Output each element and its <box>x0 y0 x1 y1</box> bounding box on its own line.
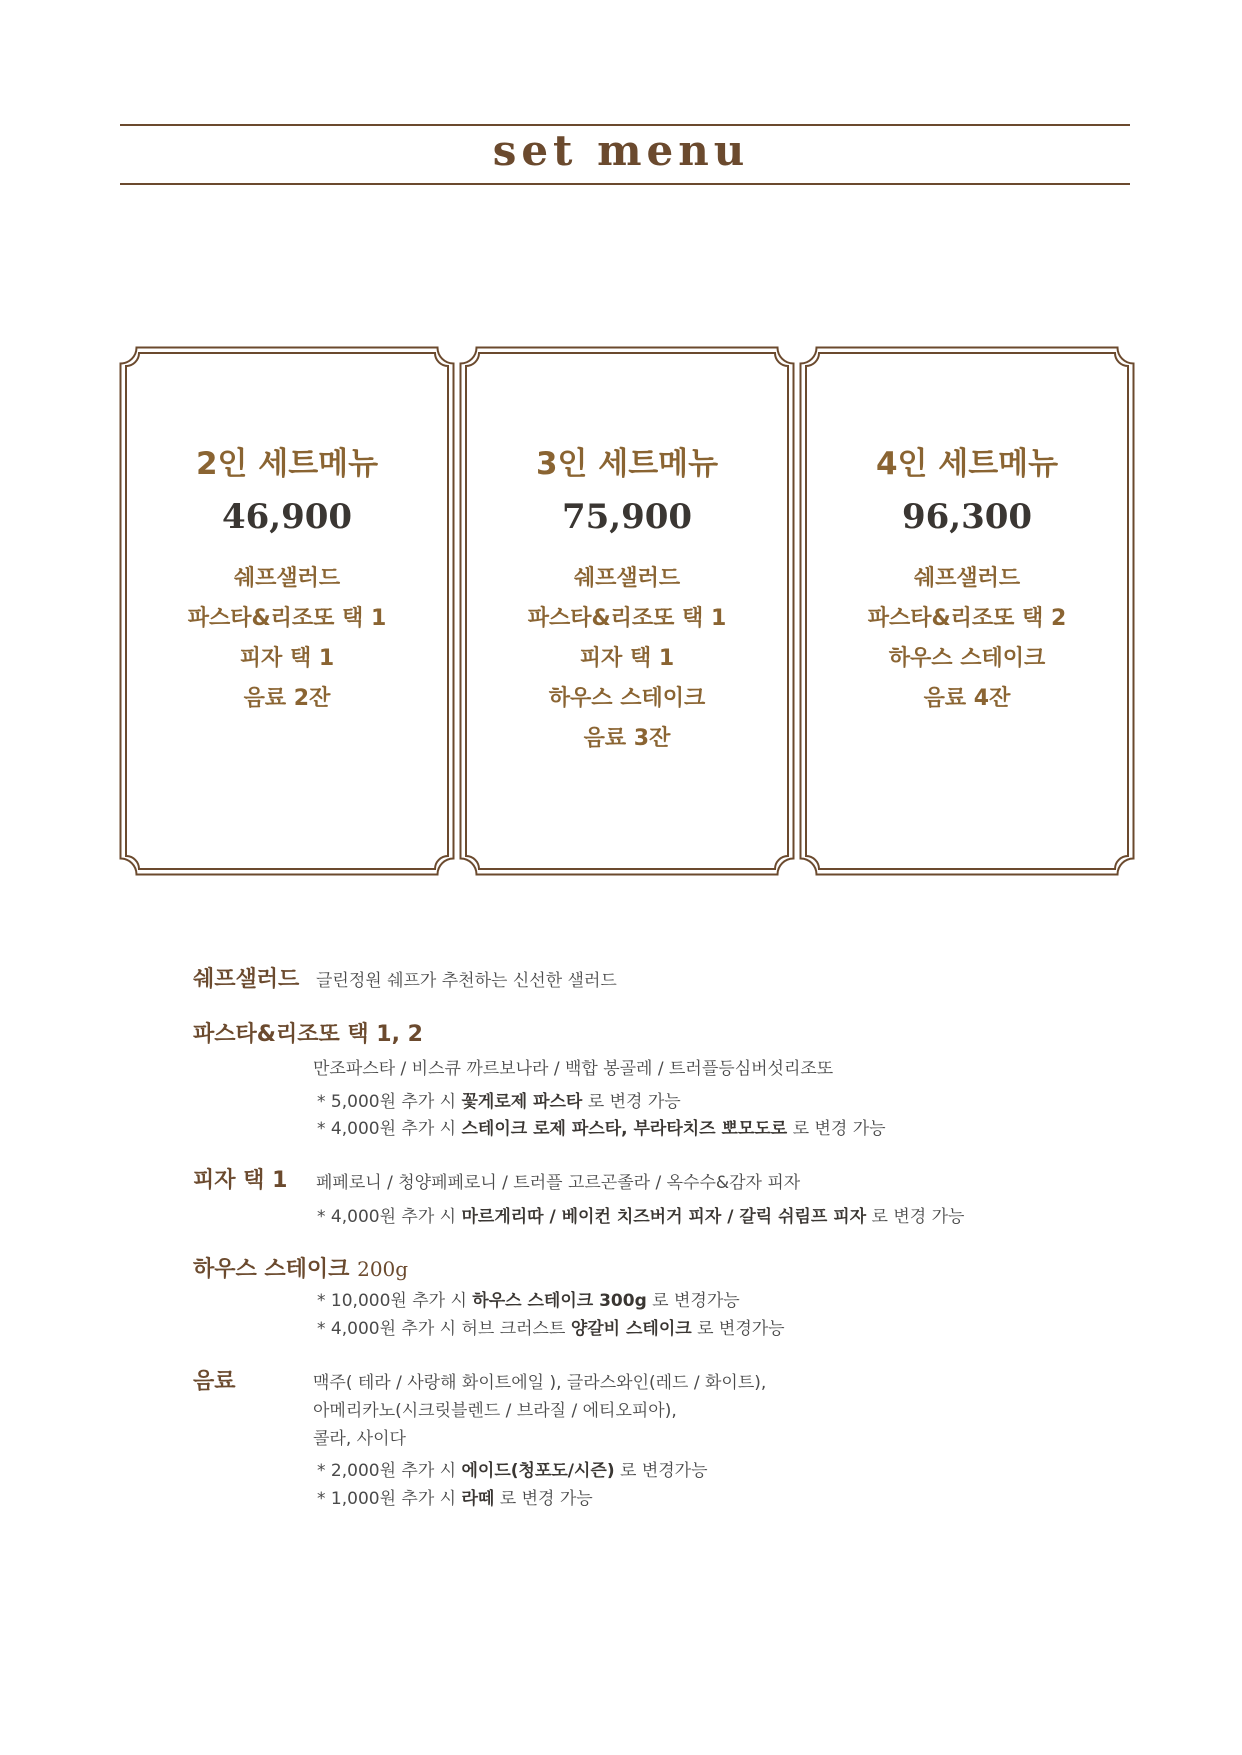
note-text: 로 변경 가능 <box>787 1119 886 1139</box>
header-bottom-rule <box>120 183 1130 185</box>
note-text: * 10,000원 추가 시 <box>317 1291 473 1311</box>
card-item: 파스타&리조또 택 1 <box>527 606 727 631</box>
drinks-note <box>317 1456 708 1481</box>
note-text: * 4,000원 추가 시 <box>317 1119 462 1139</box>
note-highlight: 양갈비 스테이크 <box>570 1319 692 1339</box>
pizza-heading: 피자 택 1 <box>193 1168 288 1193</box>
note-text: * 5,000원 추가 시 <box>317 1092 462 1112</box>
card-item: 쉐프샐러드 <box>233 566 341 591</box>
note-highlight: 라떼 <box>461 1489 495 1509</box>
card-item: 음료 2잔 <box>243 686 331 711</box>
card-item: 파스타&리조또 택 2 <box>867 606 1067 631</box>
note-text: * 4,000원 추가 시 허브 크러스트 <box>317 1319 571 1339</box>
steak-heading <box>193 1252 408 1283</box>
steak-weight: 200g <box>357 1257 409 1281</box>
card-item: 쉐프샐러드 <box>913 566 1021 591</box>
card-item: 쉐프샐러드 <box>573 566 681 591</box>
note-text: * 2,000원 추가 시 <box>317 1461 462 1481</box>
pasta-note <box>317 1114 886 1139</box>
pasta-options: 만조파스타 / 비스큐 까르보나라 / 백합 봉골레 / 트러플등심버섯리조또 <box>313 1059 834 1079</box>
pasta-note <box>317 1087 681 1112</box>
pizza-note <box>317 1202 964 1227</box>
steak-note <box>317 1286 740 1311</box>
note-text: 로 변경 가능 <box>494 1489 593 1509</box>
salad-heading: 쉐프샐러드 <box>193 967 300 992</box>
steak-note <box>317 1314 785 1339</box>
note-text: 로 변경가능 <box>691 1319 785 1339</box>
card-price: 46,900 <box>221 497 353 537</box>
steak-title: 하우스 스테이크 <box>193 1257 350 1282</box>
card-price: 96,300 <box>901 497 1033 537</box>
note-highlight: 스테이크 로제 파스타, 부라타치즈 뽀모도로 <box>461 1119 788 1139</box>
card-item: 피자 택 1 <box>239 646 335 671</box>
card-item: 피자 택 1 <box>579 646 675 671</box>
pizza-options: 페페로니 / 청양페페로니 / 트러플 고르곤졸라 / 옥수수&감자 피자 <box>316 1173 801 1193</box>
drinks-note <box>317 1484 593 1509</box>
pasta-heading: 파스타&리조또 택 1, 2 <box>193 1022 423 1047</box>
card-price: 75,900 <box>561 497 693 537</box>
drinks-line: 맥주( 테라 / 사랑해 화이트에일 ), 글라스와인(레드 / 화이트), <box>313 1373 767 1393</box>
note-highlight: 하우스 스테이크 300g <box>472 1291 647 1311</box>
note-text: * 4,000원 추가 시 <box>317 1207 462 1227</box>
card-item: 음료 4잔 <box>923 686 1011 711</box>
note-highlight: 에이드(청포도/시즌) <box>461 1461 615 1481</box>
card-item: 파스타&리조또 택 1 <box>187 606 387 631</box>
drinks-line: 콜라, 사이다 <box>313 1429 406 1449</box>
card-item: 하우스 스테이크 <box>548 686 706 711</box>
page-title: set menu <box>492 126 750 175</box>
card-title: 2인 세트메뉴 <box>195 446 379 482</box>
note-text: * 1,000원 추가 시 <box>317 1489 462 1509</box>
note-highlight: 꽃게로제 파스타 <box>461 1092 583 1112</box>
note-text: 로 변경 가능 <box>866 1207 965 1227</box>
set-card-3 <box>459 346 795 876</box>
card-item: 하우스 스테이크 <box>888 646 1046 671</box>
drinks-heading: 음료 <box>193 1369 236 1394</box>
card-title: 4인 세트메뉴 <box>875 446 1059 482</box>
drinks-line: 아메리카노(시크릿블렌드 / 브라질 / 에티오피아), <box>313 1401 677 1421</box>
note-text: 로 변경가능 <box>646 1291 740 1311</box>
set-card-4 <box>799 346 1135 876</box>
set-card-2 <box>119 346 455 876</box>
note-text: 로 변경 가능 <box>582 1092 681 1112</box>
note-text: 로 변경가능 <box>614 1461 708 1481</box>
card-item: 음료 3잔 <box>583 726 671 751</box>
salad-description: 글린정원 쉐프가 추천하는 신선한 샐러드 <box>316 971 617 991</box>
card-title: 3인 세트메뉴 <box>535 446 719 482</box>
note-highlight: 마르게리따 / 베이컨 치즈버거 피자 / 갈릭 쉬림프 피자 <box>461 1207 867 1227</box>
